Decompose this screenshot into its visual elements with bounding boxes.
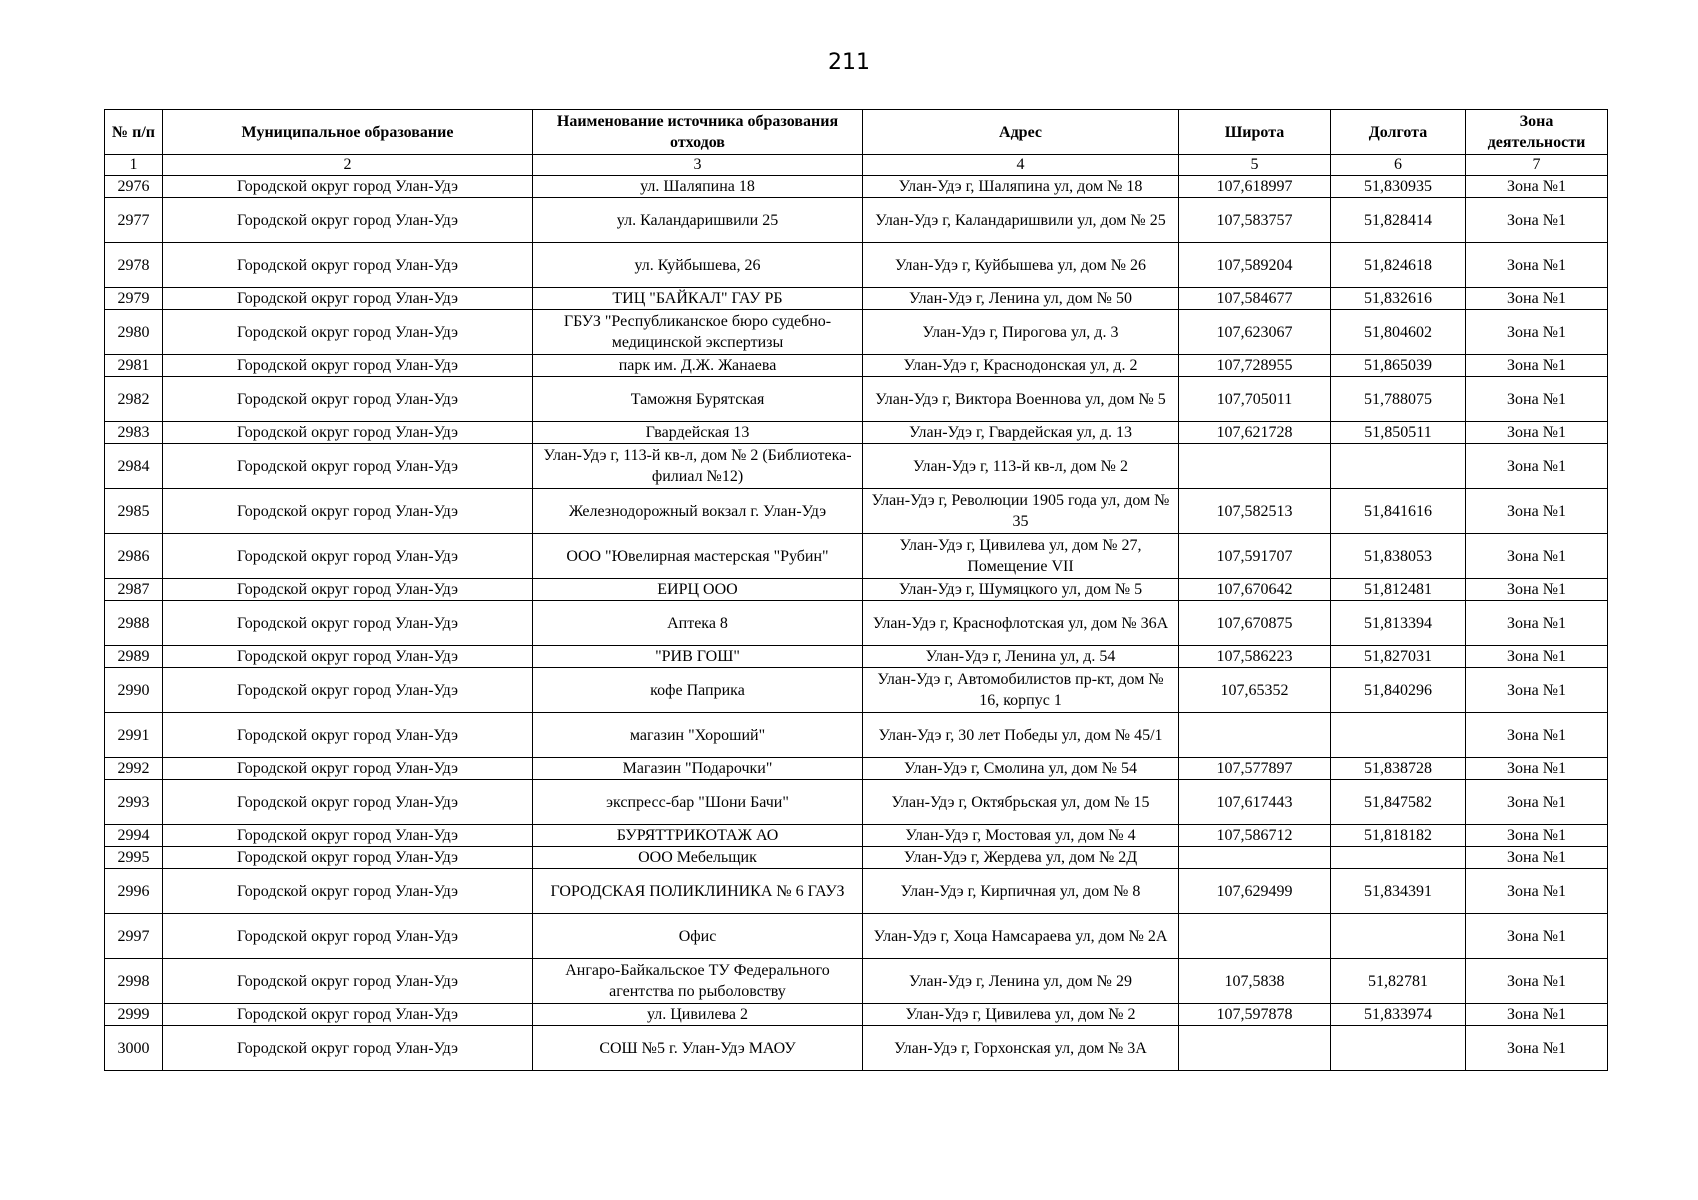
cell-municipality: Городской округ город Улан-Удэ <box>163 780 533 825</box>
cell-address: Улан-Удэ г, Смолина ул, дом № 54 <box>863 758 1179 780</box>
cell-zone: Зона №1 <box>1466 914 1608 959</box>
cell-longitude: 51,813394 <box>1331 601 1466 646</box>
cell-row-number: 2980 <box>105 310 163 355</box>
cell-row-number: 2982 <box>105 377 163 422</box>
cell-address: Улан-Удэ г, Революции 1905 года ул, дом № 35 <box>863 489 1179 534</box>
header-source-name: Наименование источника образования отходов <box>533 110 863 155</box>
table-row <box>105 668 1608 713</box>
table-row <box>105 825 1608 847</box>
cell-municipality: Городской округ город Улан-Удэ <box>163 646 533 668</box>
cell-address: Улан-Удэ г, Цивилева ул, дом № 2 <box>863 1004 1179 1026</box>
cell-source-name: ГБУЗ "Республиканское бюро судебно-медицинской экспертизы <box>533 310 863 355</box>
cell-municipality: Городской округ город Улан-Удэ <box>163 847 533 869</box>
cell-longitude <box>1331 444 1466 489</box>
cell-row-number: 2985 <box>105 489 163 534</box>
cell-source-name: ООО "Ювелирная мастерская "Рубин" <box>533 534 863 579</box>
cell-source-name: ТИЦ "БАЙКАЛ" ГАУ РБ <box>533 288 863 310</box>
table-row <box>105 355 1608 377</box>
cell-latitude: 107,584677 <box>1179 288 1331 310</box>
cell-latitude <box>1179 713 1331 758</box>
cell-address: Улан-Удэ г, Хоца Намсараева ул, дом № 2А <box>863 914 1179 959</box>
table-row <box>105 288 1608 310</box>
cell-source-name: Аптека 8 <box>533 601 863 646</box>
cell-source-name: Ангаро-Байкальское ТУ Федерального агентства по рыболовству <box>533 959 863 1004</box>
cell-latitude: 107,591707 <box>1179 534 1331 579</box>
cell-zone: Зона №1 <box>1466 355 1608 377</box>
cell-source-name: Офис <box>533 914 863 959</box>
cell-latitude: 107,618997 <box>1179 176 1331 198</box>
cell-municipality: Городской округ город Улан-Удэ <box>163 713 533 758</box>
cell-zone: Зона №1 <box>1466 713 1608 758</box>
cell-latitude: 107,670875 <box>1179 601 1331 646</box>
cell-longitude: 51,82781 <box>1331 959 1466 1004</box>
cell-address: Улан-Удэ г, Ленина ул, дом № 29 <box>863 959 1179 1004</box>
cell-row-number: 2996 <box>105 869 163 914</box>
cell-address: Улан-Удэ г, Горхонская ул, дом № 3А <box>863 1026 1179 1071</box>
table-row <box>105 601 1608 646</box>
cell-row-number: 2981 <box>105 355 163 377</box>
cell-row-number: 2983 <box>105 422 163 444</box>
table-row <box>105 243 1608 288</box>
cell-latitude <box>1179 1026 1331 1071</box>
cell-source-name: магазин "Хороший" <box>533 713 863 758</box>
cell-latitude <box>1179 914 1331 959</box>
cell-latitude: 107,582513 <box>1179 489 1331 534</box>
cell-zone: Зона №1 <box>1466 959 1608 1004</box>
cell-municipality: Городской округ город Улан-Удэ <box>163 758 533 780</box>
cell-longitude: 51,830935 <box>1331 176 1466 198</box>
cell-address: Улан-Удэ г, Цивилева ул, дом № 27, Помещение VII <box>863 534 1179 579</box>
table-row <box>105 1026 1608 1071</box>
header-zone: Зона деятельности <box>1466 110 1608 155</box>
cell-latitude: 107,577897 <box>1179 758 1331 780</box>
cell-source-name: Железнодорожный вокзал г. Улан-Удэ <box>533 489 863 534</box>
cell-longitude: 51,840296 <box>1331 668 1466 713</box>
table-row <box>105 176 1608 198</box>
cell-source-name: Таможня Бурятская <box>533 377 863 422</box>
column-number: 4 <box>863 155 1179 176</box>
cell-source-name: ГОРОДСКАЯ ПОЛИКЛИНИКА № 6 ГАУЗ <box>533 869 863 914</box>
cell-municipality: Городской округ город Улан-Удэ <box>163 1026 533 1071</box>
cell-zone: Зона №1 <box>1466 377 1608 422</box>
cell-municipality: Городской округ город Улан-Удэ <box>163 243 533 288</box>
cell-longitude: 51,827031 <box>1331 646 1466 668</box>
cell-municipality: Городской округ город Улан-Удэ <box>163 869 533 914</box>
table-row <box>105 646 1608 668</box>
cell-zone: Зона №1 <box>1466 646 1608 668</box>
cell-source-name: Улан-Удэ г, 113-й кв-л, дом № 2 (Библиотека-филиал №12) <box>533 444 863 489</box>
cell-source-name: экспресс-бар "Шони Бачи" <box>533 780 863 825</box>
cell-source-name: ООО Мебельщик <box>533 847 863 869</box>
cell-latitude: 107,597878 <box>1179 1004 1331 1026</box>
table-body <box>105 176 1608 1071</box>
cell-zone: Зона №1 <box>1466 847 1608 869</box>
header-number: № п/п <box>105 110 163 155</box>
cell-longitude: 51,832616 <box>1331 288 1466 310</box>
cell-source-name: БУРЯТТРИКОТАЖ АО <box>533 825 863 847</box>
cell-municipality: Городской округ город Улан-Удэ <box>163 310 533 355</box>
cell-row-number: 2993 <box>105 780 163 825</box>
cell-row-number: 2984 <box>105 444 163 489</box>
cell-longitude <box>1331 1026 1466 1071</box>
cell-municipality: Городской округ город Улан-Удэ <box>163 422 533 444</box>
cell-address: Улан-Удэ г, Кирпичная ул, дом № 8 <box>863 869 1179 914</box>
cell-row-number: 2990 <box>105 668 163 713</box>
cell-latitude: 107,623067 <box>1179 310 1331 355</box>
table-row <box>105 914 1608 959</box>
page-number: 211 <box>828 50 870 75</box>
cell-municipality: Городской округ город Улан-Удэ <box>163 601 533 646</box>
column-number: 2 <box>163 155 533 176</box>
cell-zone: Зона №1 <box>1466 243 1608 288</box>
cell-latitude <box>1179 444 1331 489</box>
cell-zone: Зона №1 <box>1466 422 1608 444</box>
cell-longitude: 51,818182 <box>1331 825 1466 847</box>
cell-address: Улан-Удэ г, Автомобилистов пр-кт, дом № 16, корпус 1 <box>863 668 1179 713</box>
cell-row-number: 2977 <box>105 198 163 243</box>
cell-latitude: 107,586223 <box>1179 646 1331 668</box>
cell-municipality: Городской округ город Улан-Удэ <box>163 825 533 847</box>
cell-row-number: 2995 <box>105 847 163 869</box>
cell-row-number: 2979 <box>105 288 163 310</box>
header-address: Адрес <box>863 110 1179 155</box>
header-latitude: Широта <box>1179 110 1331 155</box>
cell-municipality: Городской округ город Улан-Удэ <box>163 579 533 601</box>
header-longitude: Долгота <box>1331 110 1466 155</box>
cell-address: Улан-Удэ г, Виктора Военнова ул, дом № 5 <box>863 377 1179 422</box>
cell-source-name: ул. Цивилева 2 <box>533 1004 863 1026</box>
table-row <box>105 758 1608 780</box>
cell-longitude: 51,847582 <box>1331 780 1466 825</box>
cell-source-name: Гвардейская 13 <box>533 422 863 444</box>
cell-municipality: Городской округ город Улан-Удэ <box>163 1004 533 1026</box>
cell-latitude: 107,670642 <box>1179 579 1331 601</box>
cell-address: Улан-Удэ г, Шаляпина ул, дом № 18 <box>863 176 1179 198</box>
cell-row-number: 2998 <box>105 959 163 1004</box>
cell-zone: Зона №1 <box>1466 825 1608 847</box>
table-row <box>105 489 1608 534</box>
cell-row-number: 2989 <box>105 646 163 668</box>
cell-longitude: 51,838728 <box>1331 758 1466 780</box>
cell-municipality: Городской округ город Улан-Удэ <box>163 288 533 310</box>
cell-municipality: Городской округ город Улан-Удэ <box>163 914 533 959</box>
cell-municipality: Городской округ город Улан-Удэ <box>163 198 533 243</box>
cell-longitude: 51,804602 <box>1331 310 1466 355</box>
cell-longitude: 51,788075 <box>1331 377 1466 422</box>
table-header-row <box>105 110 1608 155</box>
cell-row-number: 2978 <box>105 243 163 288</box>
cell-address: Улан-Удэ г, Гвардейская ул, д. 13 <box>863 422 1179 444</box>
cell-address: Улан-Удэ г, Краснофлотская ул, дом № 36А <box>863 601 1179 646</box>
table-row <box>105 310 1608 355</box>
cell-latitude: 107,621728 <box>1179 422 1331 444</box>
cell-row-number: 2987 <box>105 579 163 601</box>
cell-latitude: 107,586712 <box>1179 825 1331 847</box>
cell-address: Улан-Удэ г, Краснодонская ул, д. 2 <box>863 355 1179 377</box>
cell-source-name: Магазин "Подарочки" <box>533 758 863 780</box>
cell-zone: Зона №1 <box>1466 489 1608 534</box>
cell-latitude: 107,583757 <box>1179 198 1331 243</box>
table-row <box>105 198 1608 243</box>
cell-longitude: 51,828414 <box>1331 198 1466 243</box>
cell-longitude <box>1331 914 1466 959</box>
table-row <box>105 869 1608 914</box>
cell-zone: Зона №1 <box>1466 1026 1608 1071</box>
column-number: 1 <box>105 155 163 176</box>
cell-municipality: Городской округ город Улан-Удэ <box>163 489 533 534</box>
table-row <box>105 377 1608 422</box>
cell-zone: Зона №1 <box>1466 176 1608 198</box>
cell-address: Улан-Удэ г, Октябрьская ул, дом № 15 <box>863 780 1179 825</box>
cell-longitude <box>1331 713 1466 758</box>
cell-longitude <box>1331 847 1466 869</box>
cell-longitude: 51,865039 <box>1331 355 1466 377</box>
cell-longitude: 51,838053 <box>1331 534 1466 579</box>
cell-latitude: 107,65352 <box>1179 668 1331 713</box>
waste-sources-table <box>104 109 1608 1071</box>
cell-municipality: Городской округ город Улан-Удэ <box>163 444 533 489</box>
cell-latitude: 107,705011 <box>1179 377 1331 422</box>
cell-longitude: 51,833974 <box>1331 1004 1466 1026</box>
cell-address: Улан-Удэ г, 113-й кв-л, дом № 2 <box>863 444 1179 489</box>
column-number: 5 <box>1179 155 1331 176</box>
cell-row-number: 2992 <box>105 758 163 780</box>
cell-source-name: ул. Шаляпина 18 <box>533 176 863 198</box>
cell-address: Улан-Удэ г, Ленина ул, д. 54 <box>863 646 1179 668</box>
table-row <box>105 780 1608 825</box>
cell-source-name: парк им. Д.Ж. Жанаева <box>533 355 863 377</box>
cell-row-number: 2988 <box>105 601 163 646</box>
cell-municipality: Городской округ город Улан-Удэ <box>163 959 533 1004</box>
table-row <box>105 713 1608 758</box>
cell-municipality: Городской округ город Улан-Удэ <box>163 534 533 579</box>
cell-row-number: 2976 <box>105 176 163 198</box>
cell-municipality: Городской округ город Улан-Удэ <box>163 355 533 377</box>
cell-zone: Зона №1 <box>1466 601 1608 646</box>
column-number: 3 <box>533 155 863 176</box>
cell-zone: Зона №1 <box>1466 579 1608 601</box>
cell-zone: Зона №1 <box>1466 758 1608 780</box>
cell-municipality: Городской округ город Улан-Удэ <box>163 668 533 713</box>
cell-latitude: 107,629499 <box>1179 869 1331 914</box>
cell-municipality: Городской округ город Улан-Удэ <box>163 377 533 422</box>
table-row <box>105 579 1608 601</box>
cell-row-number: 2994 <box>105 825 163 847</box>
cell-zone: Зона №1 <box>1466 198 1608 243</box>
cell-longitude: 51,841616 <box>1331 489 1466 534</box>
cell-latitude: 107,589204 <box>1179 243 1331 288</box>
cell-source-name: кофе Паприка <box>533 668 863 713</box>
table-row <box>105 422 1608 444</box>
cell-longitude: 51,834391 <box>1331 869 1466 914</box>
cell-latitude: 107,728955 <box>1179 355 1331 377</box>
table-row <box>105 959 1608 1004</box>
cell-zone: Зона №1 <box>1466 668 1608 713</box>
cell-row-number: 2991 <box>105 713 163 758</box>
cell-source-name: ул. Каландаришвили 25 <box>533 198 863 243</box>
cell-zone: Зона №1 <box>1466 310 1608 355</box>
cell-address: Улан-Удэ г, Каландаришвили ул, дом № 25 <box>863 198 1179 243</box>
table-row <box>105 534 1608 579</box>
cell-address: Улан-Удэ г, Жердева ул, дом № 2Д <box>863 847 1179 869</box>
cell-row-number: 2999 <box>105 1004 163 1026</box>
table-row <box>105 1004 1608 1026</box>
cell-longitude: 51,824618 <box>1331 243 1466 288</box>
cell-source-name: "РИВ ГОШ" <box>533 646 863 668</box>
cell-latitude <box>1179 847 1331 869</box>
column-number-row <box>105 155 1608 176</box>
cell-address: Улан-Удэ г, Шумяцкого ул, дом № 5 <box>863 579 1179 601</box>
cell-zone: Зона №1 <box>1466 444 1608 489</box>
cell-address: Улан-Удэ г, Пирогова ул, д. 3 <box>863 310 1179 355</box>
cell-source-name: ЕИРЦ ООО <box>533 579 863 601</box>
cell-row-number: 2986 <box>105 534 163 579</box>
cell-longitude: 51,812481 <box>1331 579 1466 601</box>
cell-zone: Зона №1 <box>1466 869 1608 914</box>
cell-address: Улан-Удэ г, Куйбышева ул, дом № 26 <box>863 243 1179 288</box>
cell-longitude: 51,850511 <box>1331 422 1466 444</box>
cell-address: Улан-Удэ г, Мостовая ул, дом № 4 <box>863 825 1179 847</box>
cell-address: Улан-Удэ г, 30 лет Победы ул, дом № 45/1 <box>863 713 1179 758</box>
cell-latitude: 107,5838 <box>1179 959 1331 1004</box>
table-row <box>105 444 1608 489</box>
cell-source-name: ул. Куйбышева, 26 <box>533 243 863 288</box>
cell-zone: Зона №1 <box>1466 288 1608 310</box>
cell-row-number: 3000 <box>105 1026 163 1071</box>
cell-zone: Зона №1 <box>1466 1004 1608 1026</box>
cell-source-name: СОШ №5 г. Улан-Удэ МАОУ <box>533 1026 863 1071</box>
cell-latitude: 107,617443 <box>1179 780 1331 825</box>
column-number: 7 <box>1466 155 1608 176</box>
cell-row-number: 2997 <box>105 914 163 959</box>
column-number: 6 <box>1331 155 1466 176</box>
header-municipality: Муниципальное образование <box>163 110 533 155</box>
cell-zone: Зона №1 <box>1466 780 1608 825</box>
cell-zone: Зона №1 <box>1466 534 1608 579</box>
cell-municipality: Городской округ город Улан-Удэ <box>163 176 533 198</box>
table-row <box>105 847 1608 869</box>
cell-address: Улан-Удэ г, Ленина ул, дом № 50 <box>863 288 1179 310</box>
